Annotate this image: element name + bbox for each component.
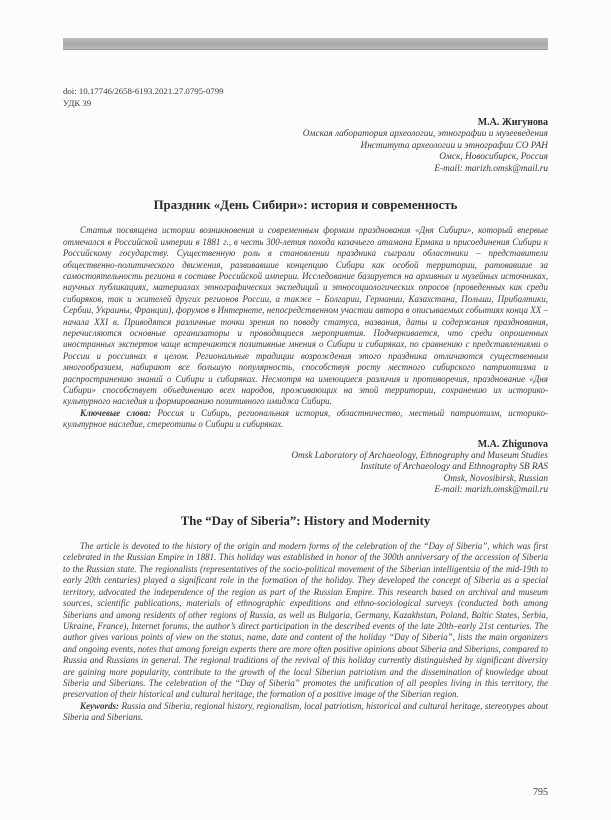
keywords-label-en: Keywords: — [80, 700, 119, 711]
article-meta — [63, 86, 548, 109]
affiliation-line: Института археологии и этнографии СО РАН — [360, 140, 548, 151]
paper-title-en: The “Day of Siberia”: History and Modernity — [180, 514, 431, 529]
affiliation-line: Institute of Archaeology and Ethnography SB RAS — [360, 462, 548, 473]
author-block-ru — [63, 116, 548, 175]
header-bar — [63, 38, 548, 50]
keywords-label-ru: Ключевые слова: — [80, 407, 152, 418]
email-line: E-mail: marizh.omsk@mail.ru — [434, 163, 548, 174]
affiliation-en — [63, 451, 548, 497]
author-name-en: M.A. Zhigunova — [477, 438, 548, 450]
doi-text: doi: 10.17746/2658-6193.2021.27.0795-0799 — [63, 86, 224, 96]
author-name-ru: М.А. Жигунова — [477, 117, 548, 128]
keywords-ru — [63, 408, 548, 431]
affiliation-line: Omsk, Novosibirsk, Russian — [443, 473, 548, 484]
abstract-en: The article is devoted to the history of the origin and modern forms of the celebration of the “Day of Siberia”, which was first celebrated in the Russian Empire in 1881. This holiday was established in honor of the 300th anniversary of the accession of Siberia to the Russian state. The regionalists (representatives of the socio-political movement of the Siberian intelligentsia of the mid-19th to early 20th centuries) played a significant role in the formation of the holiday. They developed the concept of Siberia as a special territory, advocated the independence of the region as part of the Russian Empire. This research based on archival and museum sources, scientific publications, materials of ethnographic expeditions and ethno-sociological surveys (conducted both among Siberians and among residents of other regions of Russia, as well as Bulgaria, Germany, Kazakhstan, Poland, Baltic States, Serbia, Ukraine, France), Internet forums, the author’s direct participation in the described events of the late 20th–early 21st centuries. The author gives various points of view on the status, name, date and content of the holiday “Day of Siberia”, lists the main organizers and ongoing events, notes that among foreign experts there are more often positive opinions about Siberia and Siberians, compared to Russia and Russians in general. The regional traditions of the revival of this holiday currently distinguished by significant diversity are gaining more popularity, contribute to the growth of the local Siberian patriotism and the dissemination of knowledge about Siberia and Siberians. The celebration of the “Day of Siberia” promotes the unification of all peoples living in this territory, the preservation of their historical and cultural heritage, the formation of a positive image of the Siberian region. — [63, 541, 548, 700]
keywords-text-en: Russia and Siberia, regional history, regionalism, local patriotism, historical and cultural heritage, stereotypes about Siberia and Siberians. — [63, 700, 548, 723]
author-block-en — [63, 438, 548, 497]
keywords-text-ru: Россия и Сибирь, региональная история, областничество, местный патриотизм, историко-культурное наследие, стереотипы о Сибири и сибиряках. — [63, 407, 548, 430]
affiliation-line: Омск, Новосибирск, Россия — [439, 152, 548, 163]
affiliation-line: Omsk Laboratory of Archaeology, Ethnography and Museum Studies — [291, 450, 548, 461]
keywords-en — [63, 701, 548, 724]
abstract-ru: Статья посвящена истории возникновения и современным формам празднования «Дня Сибири», который впервые отмечался в Российской империи в 1881 г., в честь 300-летия похода казачьего атамана Ермака и присоединения Сибири к Российскому государству. Существенную роль в становлении праздника сыграли областники – представители общественно-политического движения, развивавшие концепцию Сибири как особой территории, ратовавшие за самостоятельность региона в составе Российской империи. Исследование базируется на архивных и музейных источниках, научных публикациях, материалах этнографических экспедиций и этносоциологических опросов (проведенных как среди сибиряков, так и жителей других регионов России, а также – Болгарии, Германии, Казахстана, Польши, Прибалтики, Сербии, Украины, Франции), форумов в Интернете, непосредственном участии автора в описываемых событиях конца XX – начала XXI в. Приводятся различные точки зрения по поводу статуса, названия, даты и содержания празднования, перечисляются основные организаторы и проводящиеся мероприятия. Подчеркивается, что среди опрошенных иностранных экспертов чаще встречаются позитивные мнения о Сибири и сибиряках, по сравнению с представлениями о России и россиянах в целом. Региональные традиции возрождения этого праздника отличаются существенным многообразием, набирают все большую популярность, способствуя росту местного сибирского патриотизма и распространению знаний о Сибири и сибиряках. Несмотря на имеющиеся различия и противоречия, празднование «Дня Сибири» способствует объединению всех народов, проживающих на этой территории, сохранению их историко-культурного наследия и формированию позитивного имиджа Сибири. — [63, 225, 548, 407]
paper-title-ru: Праздник «День Сибири»: история и современность — [153, 198, 458, 213]
affiliation-ru — [63, 129, 548, 175]
udc-text: УДК 39 — [63, 97, 92, 108]
email-line: E-mail: marizh.omsk@mail.ru — [434, 485, 548, 496]
affiliation-line: Омская лаборатория археологии, этнографии и музееведения — [302, 129, 548, 139]
page-number: 795 — [533, 787, 548, 798]
